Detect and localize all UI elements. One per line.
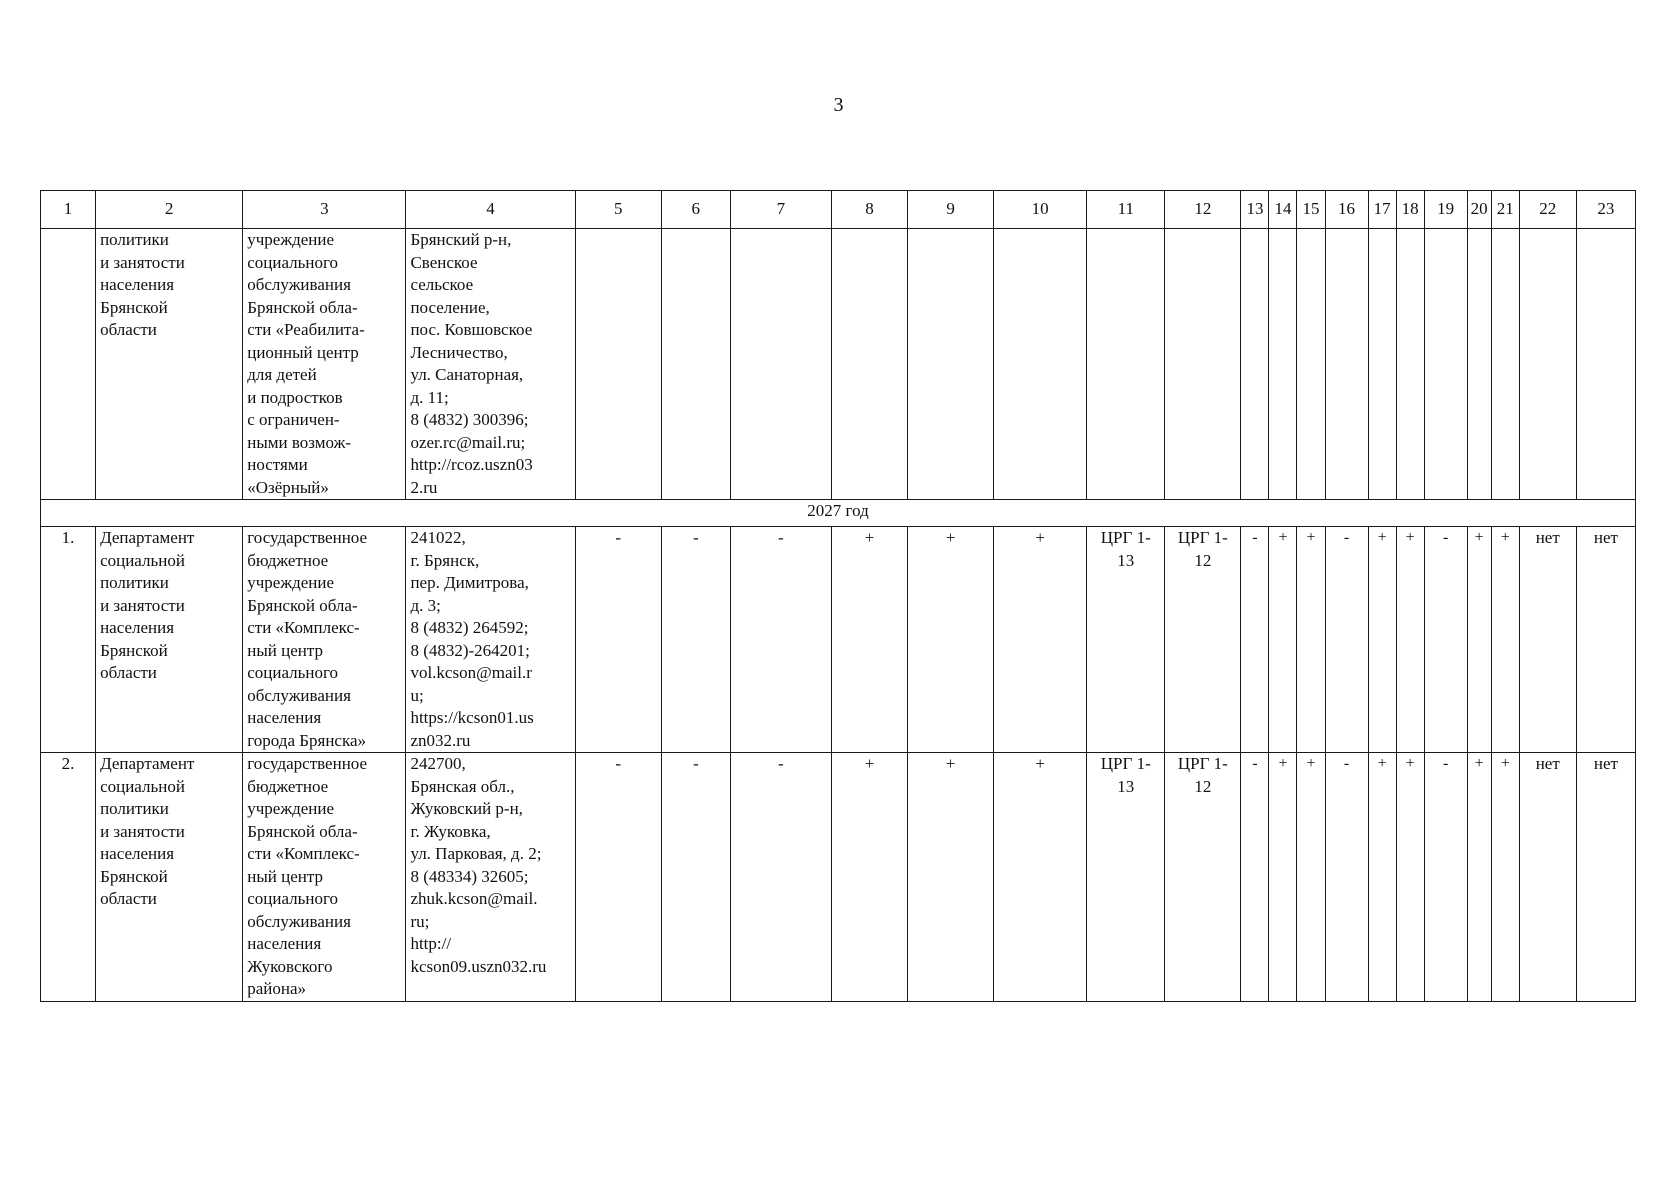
- cell-9: +: [908, 527, 994, 753]
- column-number: 21: [1491, 191, 1519, 229]
- cell-12: ЦРГ 1- 12: [1165, 527, 1241, 753]
- cell-8: +: [831, 527, 907, 753]
- department-cell: политики и занятости населения Брянской области: [96, 229, 243, 500]
- column-number: 14: [1269, 191, 1297, 229]
- institution-cell: государственное бюджетное учреждение Брянской обла- сти «Комплекс- ный центр социального обслуживания населения Жуковского района»: [243, 753, 406, 1002]
- cell-11: ЦРГ 1- 13: [1087, 753, 1165, 1002]
- column-number: 1: [41, 191, 96, 229]
- table-row: [41, 753, 1636, 1002]
- column-number: 5: [575, 191, 661, 229]
- cell-13: -: [1241, 753, 1269, 1002]
- column-number: 23: [1576, 191, 1635, 229]
- column-number: 19: [1424, 191, 1467, 229]
- cell-5: -: [575, 753, 661, 1002]
- address-cell: 242700, Брянская обл., Жуковский р-н, г. Жуковка, ул. Парковая, д. 2; 8 (48334) 32605; zhuk.kcson@mail. ru; http:// kcson09.uszn032.ru: [406, 753, 575, 1002]
- cell-19: -: [1424, 753, 1467, 1002]
- cell-10: +: [994, 753, 1087, 1002]
- column-number: 12: [1165, 191, 1241, 229]
- registry-table: [40, 190, 1636, 1002]
- cell-14: +: [1269, 527, 1297, 753]
- cell-18: +: [1396, 753, 1424, 1002]
- column-number: 20: [1467, 191, 1491, 229]
- cell-10: +: [994, 527, 1087, 753]
- cell-17: +: [1368, 753, 1396, 1002]
- cell-12: ЦРГ 1- 12: [1165, 753, 1241, 1002]
- column-number: 9: [908, 191, 994, 229]
- cell-21: +: [1491, 753, 1519, 1002]
- cell-8: +: [831, 753, 907, 1002]
- address-cell: 241022, г. Брянск, пер. Димитрова, д. 3; 8 (4832) 264592; 8 (4832)-264201; vol.kcson@mail.r u; https://kcson01.us zn032.ru: [406, 527, 575, 753]
- address-cell: Брянский р-н, Свенское сельское поселение, пос. Ковшовское Лесничество, ул. Санаторная, д. 11; 8 (4832) 300396; ozer.rc@mail.ru; http://rcoz.uszn03 2.ru: [406, 229, 575, 500]
- column-number: 16: [1325, 191, 1368, 229]
- table-row: [41, 527, 1636, 753]
- column-number: 13: [1241, 191, 1269, 229]
- column-number: 18: [1396, 191, 1424, 229]
- column-number: 15: [1297, 191, 1325, 229]
- cell-7: -: [730, 753, 831, 1002]
- year-separator-row: [41, 500, 1636, 527]
- cell-9: +: [908, 753, 994, 1002]
- cell-19: -: [1424, 527, 1467, 753]
- cell-23: нет: [1576, 527, 1635, 753]
- cell-17: +: [1368, 527, 1396, 753]
- continuation-row: [41, 229, 1636, 500]
- cell-11: ЦРГ 1- 13: [1087, 527, 1165, 753]
- column-number: 17: [1368, 191, 1396, 229]
- page-number: 3: [833, 94, 844, 116]
- cell-15: +: [1297, 527, 1325, 753]
- cell-14: +: [1269, 753, 1297, 1002]
- year-label: 2027 год: [41, 500, 1636, 527]
- cell-13: -: [1241, 527, 1269, 753]
- institution-cell: учреждение социального обслуживания Брянской обла- сти «Реабилита- ционный центр для детей и подростков с ограничен- ными возмож- ностями «Озёрный»: [243, 229, 406, 500]
- column-number: 11: [1087, 191, 1165, 229]
- cell-22: нет: [1519, 527, 1576, 753]
- column-number: 7: [730, 191, 831, 229]
- column-number-row: [41, 191, 1636, 229]
- row-number: 2.: [41, 753, 96, 1002]
- cell-15: +: [1297, 753, 1325, 1002]
- column-number: 10: [994, 191, 1087, 229]
- department-cell: Департамент социальной политики и занятости населения Брянской области: [96, 753, 243, 1002]
- cell-22: нет: [1519, 753, 1576, 1002]
- department-cell: Департамент социальной политики и занятости населения Брянской области: [96, 527, 243, 753]
- column-number: 6: [661, 191, 730, 229]
- cell-23: нет: [1576, 753, 1635, 1002]
- column-number: 8: [831, 191, 907, 229]
- cell-16: -: [1325, 527, 1368, 753]
- cell-21: +: [1491, 527, 1519, 753]
- row-number: 1.: [41, 527, 96, 753]
- cell-16: -: [1325, 753, 1368, 1002]
- cell-5: -: [575, 527, 661, 753]
- column-number: 3: [243, 191, 406, 229]
- cell-7: -: [730, 527, 831, 753]
- institution-cell: государственное бюджетное учреждение Брянской обла- сти «Комплекс- ный центр социального обслуживания населения города Брянска»: [243, 527, 406, 753]
- column-number: 4: [406, 191, 575, 229]
- cell-6: -: [661, 527, 730, 753]
- cell-20: +: [1467, 527, 1491, 753]
- column-number: 22: [1519, 191, 1576, 229]
- cell-20: +: [1467, 753, 1491, 1002]
- cell-18: +: [1396, 527, 1424, 753]
- cell-6: -: [661, 753, 730, 1002]
- column-number: 2: [96, 191, 243, 229]
